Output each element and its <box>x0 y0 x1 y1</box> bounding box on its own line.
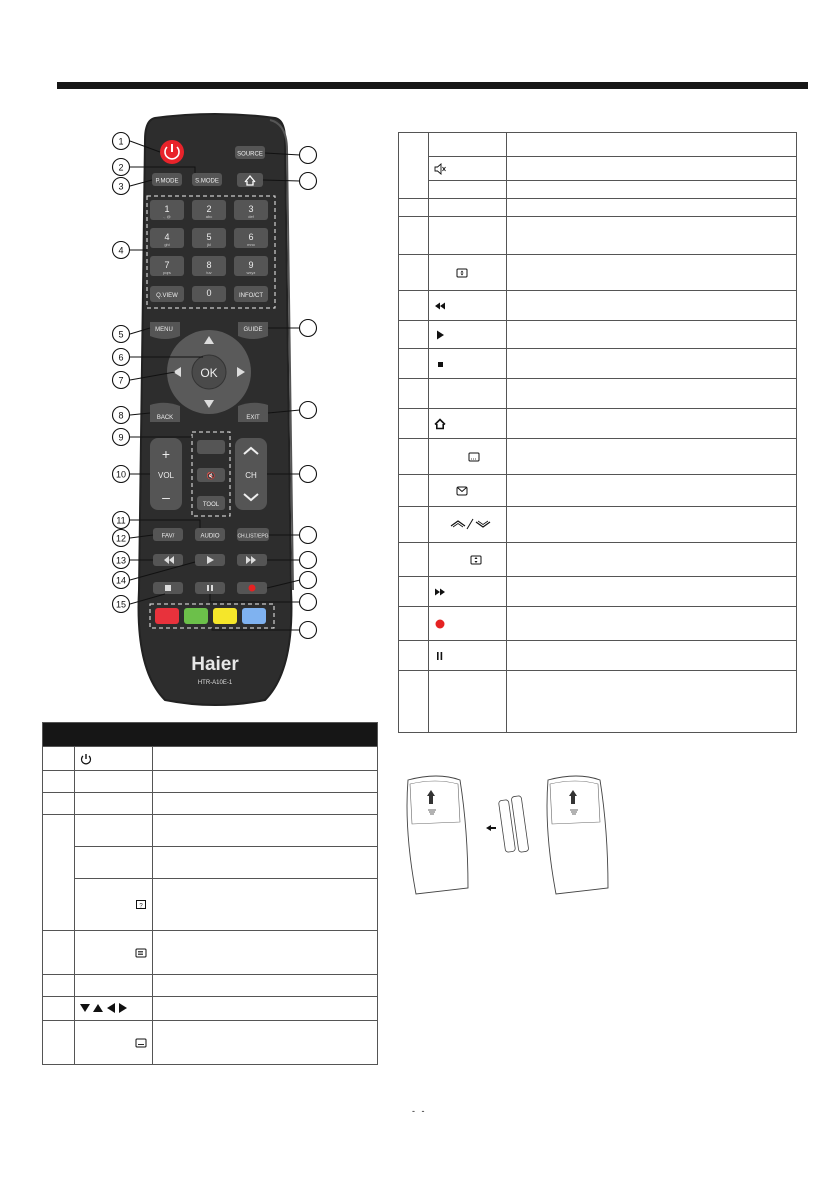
table-row <box>399 507 797 543</box>
fast-forward-icon <box>433 585 447 599</box>
table-row <box>399 291 797 321</box>
callout-number: 4 <box>118 245 124 256</box>
digit-label: 0 <box>206 288 212 298</box>
brand-logo: Haier <box>191 654 239 675</box>
digit-label: 7 <box>164 260 170 270</box>
callout-number: 14 <box>115 575 127 586</box>
callout-number: 15 <box>115 599 127 610</box>
callout-numbers <box>113 133 130 613</box>
tool-label: TOOL <box>202 502 220 508</box>
table-row <box>399 181 797 199</box>
color-key <box>242 608 266 624</box>
table-row <box>399 217 797 255</box>
table-row <box>399 439 797 475</box>
arrow-keys-icon <box>79 1002 131 1014</box>
home-icon <box>433 417 447 431</box>
back-icon <box>134 1036 148 1050</box>
table-row <box>399 379 797 409</box>
digit-letters: tuv <box>206 270 212 275</box>
digit-label: 6 <box>248 232 254 242</box>
digit-letters: ghi <box>164 242 170 247</box>
color-key <box>213 608 237 624</box>
table-row <box>43 771 378 793</box>
table-row <box>399 671 797 733</box>
zoom-icon <box>455 266 469 280</box>
menu-icon <box>134 946 148 960</box>
table-row <box>399 157 797 181</box>
table-row <box>43 975 378 997</box>
digit-letters: wxyz <box>246 270 256 275</box>
model-label: HTR-A10E-1 <box>197 680 233 686</box>
back-label: BACK <box>156 415 174 421</box>
svg-text:+: + <box>161 446 171 462</box>
smode-label: S.MODE <box>195 178 219 185</box>
table-row <box>43 931 378 975</box>
digit-letters: jkl <box>207 242 211 247</box>
svg-text:–: – <box>162 489 170 505</box>
left-button-table <box>42 722 378 1065</box>
remote-control-illustration <box>95 110 335 710</box>
table-row <box>43 879 378 931</box>
audio-label: AUDIO <box>200 533 220 540</box>
fav-label: FAV/ <box>161 533 175 540</box>
subtitle-icon <box>467 450 481 464</box>
callout-number: 8 <box>118 410 124 421</box>
ok-label: OK <box>200 366 218 380</box>
digit-label: 2 <box>206 204 212 214</box>
ch-label: CH <box>245 471 257 480</box>
callout-number: 3 <box>118 181 124 192</box>
digit-label: 3 <box>248 204 254 214</box>
digit-label: 8 <box>206 260 212 270</box>
digit-label: 1 <box>164 204 170 214</box>
guide-label: GUIDE <box>243 327 263 333</box>
exit-label: EXIT <box>246 415 260 421</box>
table-header-bar <box>43 723 378 747</box>
table-row <box>399 641 797 671</box>
digit-letters: mno <box>247 242 255 247</box>
top-rule <box>57 82 808 89</box>
right-button-table <box>398 132 797 733</box>
table-row <box>399 577 797 607</box>
stop-icon <box>433 357 447 371</box>
table-row <box>399 409 797 439</box>
svg-text:?: ? <box>139 903 143 909</box>
digit-label: 5 <box>206 232 212 242</box>
battery-installation-illustration <box>398 770 638 900</box>
menu-label: MENU <box>155 327 173 333</box>
source-label: SOURCE <box>237 151 263 158</box>
callout-number: 9 <box>118 432 124 443</box>
exit-icon <box>455 484 469 498</box>
table-row <box>43 847 378 879</box>
table-row <box>399 543 797 577</box>
callout-number: 5 <box>118 329 124 340</box>
aspect-icon <box>469 553 483 567</box>
table-row <box>43 1021 378 1065</box>
digit-letters: ., @ <box>163 214 171 219</box>
vol-label: VOL <box>157 471 175 480</box>
digit-letters: def <box>248 214 254 219</box>
play-icon <box>433 328 447 342</box>
color-key <box>155 608 179 624</box>
table-row <box>399 475 797 507</box>
help-icon <box>134 898 148 912</box>
info-label: INFO/CT <box>239 293 263 299</box>
chlist-label: CH.LIST/EPG <box>237 533 269 540</box>
channel-up-down-icon <box>449 517 493 531</box>
pmode-label: P.MODE <box>155 178 179 185</box>
callout-number: 2 <box>118 162 124 173</box>
color-key <box>184 608 208 624</box>
digit-label: 9 <box>248 260 254 270</box>
power-icon <box>79 752 93 766</box>
table-row <box>399 199 797 217</box>
pause-icon <box>433 649 447 663</box>
callout-number: 13 <box>115 555 127 566</box>
callout-number: 10 <box>115 469 127 480</box>
table-row <box>43 815 378 847</box>
mute-icon <box>433 162 447 176</box>
table-row <box>43 747 378 771</box>
callout-number: 6 <box>118 352 124 363</box>
callout-number: 12 <box>115 533 127 544</box>
page-number: - - <box>412 1106 427 1116</box>
callout-number: 11 <box>116 515 126 526</box>
digit-letters: abc <box>205 214 213 219</box>
table-row <box>399 349 797 379</box>
table-row <box>399 321 797 349</box>
qview-label: Q.VIEW <box>156 293 178 299</box>
table-row <box>43 997 378 1021</box>
table-row <box>399 607 797 641</box>
callout-number: 7 <box>118 375 124 386</box>
table-row <box>399 133 797 157</box>
record-icon <box>433 617 447 631</box>
digit-letters: pqrs <box>163 270 171 275</box>
callout-number: 1 <box>118 136 124 147</box>
table-row <box>43 793 378 815</box>
svg-text:🔇: 🔇 <box>206 473 216 480</box>
digit-label: 4 <box>164 232 170 242</box>
rewind-icon <box>433 299 447 313</box>
table-row <box>399 255 797 291</box>
